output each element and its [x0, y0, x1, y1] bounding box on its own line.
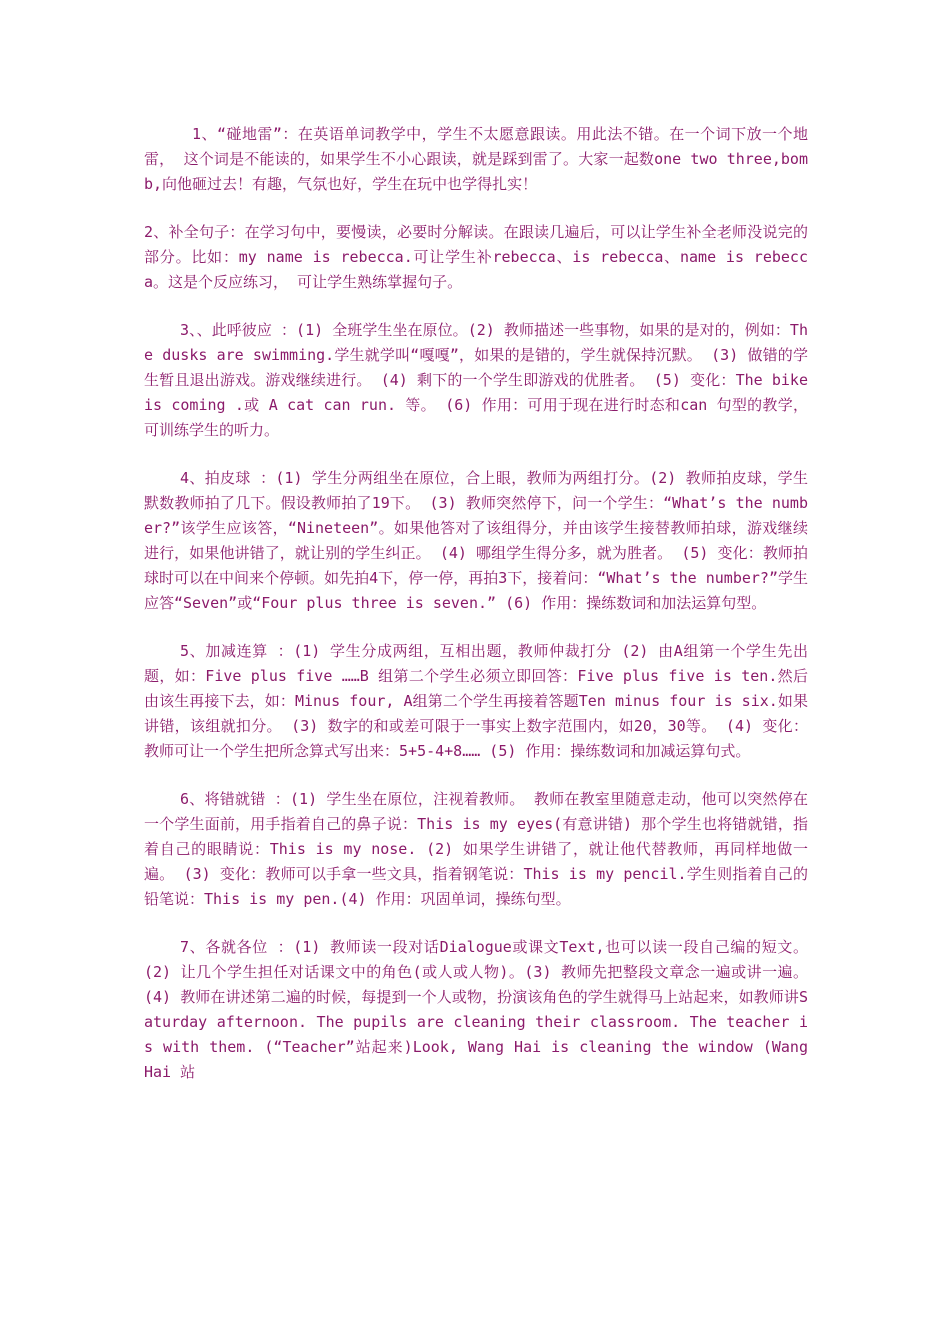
paragraph-5: 5、加减连算 ：(1) 学生分成两组，互相出题，教师仲裁打分 (2) 由A组第一个学生先出题，如：Five plus five ……B 组第二个学生必须立即回答：Five plus five is ten.然后由该生再接下去，如：Minus four, A组第二个学生再接着答题Ten minus four is six.如果讲错，该组就扣分。 (3) 数字的和或差可限于一事实上数字范围内，如20，30等。 (4) 变化：教师可让一个学生把所念算式写出来：5+5-4+8…… (5) 作用：操练数词和加减运算句式。	[144, 642, 808, 760]
paragraph-1: 1、“碰地雷”：在英语单词教学中，学生不太愿意跟读。用此法不错。在一个词下放一个地雷， 这个词是不能读的，如果学生不小心跟读，就是踩到雷了。大家一起数one two three,bomb,向他砸过去！有趣，气氛也好，学生在玩中也学得扎实！	[144, 125, 808, 193]
paragraph-2: 2、补全句子：在学习句中，要慢读，必要时分解读。在跟读几遍后，可以让学生补全老师没说完的部分。比如：my name is rebecca.可让学生补rebecca、is rebecca、name is rebecca。这是个反应练习， 可让学生熟练掌握句子。	[144, 223, 808, 291]
paragraph-3: 3、、此呼彼应 ：(1) 全班学生坐在原位。(2) 教师描述一些事物，如果的是对的，例如：The dusks are swimming.学生就学叫“嘎嘎”，如果的是错的，学生就保持沉默。 (3) 做错的学生暂且退出游戏。游戏继续进行。 (4) 剩下的一个学生即游戏的优胜者。 (5) 变化：The bike is coming .或 A cat can run. 等。 (6) 作用：可用于现在进行时态和can 句型的教学，可训练学生的听力。	[144, 321, 808, 439]
document-body	[144, 122, 808, 1108]
paragraph-4: 4、拍皮球 ：(1) 学生分两组坐在原位，合上眼，教师为两组打分。(2) 教师拍皮球，学生默数教师拍了几下。假设教师拍了19下。 (3) 教师突然停下，问一个学生：“What’s the number?”该学生应该答，“Nineteen”。如果他答对了该组得分，并由该学生接替教师拍球，游戏继续进行，如果他讲错了，就让别的学生纠正。 (4) 哪组学生得分多，就为胜者。 (5) 变化：教师拍球时可以在中间来个停顿。如先拍4下，停一停，再拍3下，接着问：“What’s the number?”学生应答“Seven”或“Four plus three is seven.” (6) 作用：操练数词和加法运算句型。	[144, 469, 808, 612]
paragraph-6: 6、将错就错 ：(1) 学生坐在原位，注视着教师。 教师在教室里随意走动，他可以突然停在一个学生面前，用手指着自己的鼻子说：This is my eyes(有意讲错) 那个学生也将错就错，指着自己的眼睛说：This is my nose. (2) 如果学生讲错了，就让他代替教师，再同样地做一遍。 (3) 变化：教师可以手拿一些文具，指着钢笔说：This is my pencil.学生则指着自己的铅笔说：This is my pen.(4) 作用：巩固单词，操练句型。	[144, 790, 808, 908]
paragraph-7: 7、各就各位 ：(1) 教师读一段对话Dialogue或课文Text,也可以读一段自己编的短文。 (2) 让几个学生担任对话课文中的角色(或人或人物)。(3) 教师先把整段文章念一遍或讲一遍。 (4) 教师在讲述第二遍的时候，每提到一个人或物，扮演该角色的学生就得马上站起来，如教师讲Saturday afternoon. The pupils are cleaning their classroom. The teacher is with them. (“Teacher”站起来)Look, Wang Hai is cleaning the window (Wang Hai 站	[144, 938, 808, 1081]
